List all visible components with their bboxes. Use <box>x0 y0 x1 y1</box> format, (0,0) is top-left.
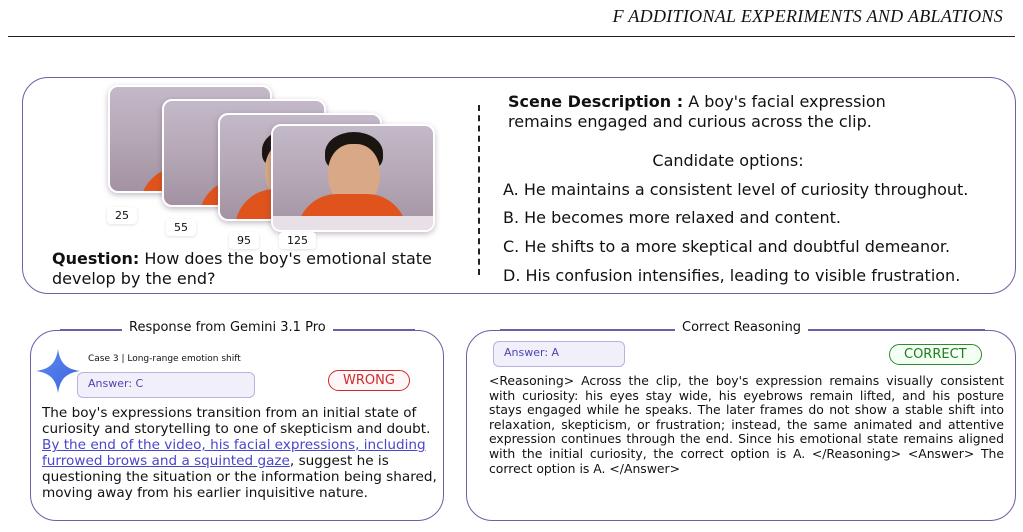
left-body-post: , suggest he is questioning the situation or the information being shared, moving away from his earlier inquisitive nature. <box>42 453 437 501</box>
question-body: How does the boy's emotional state develop by the end? <box>52 249 432 288</box>
gemini-response-text <box>42 405 438 501</box>
left-answer-box: Answer: C <box>77 372 255 398</box>
option-b: B. He becomes more relaxed and content. <box>503 208 841 227</box>
wrong-stamp: WRONG <box>328 370 410 391</box>
sparkle-icon <box>34 347 82 395</box>
video-frame-4 <box>271 124 435 232</box>
case-label: Case 3 | Long-range emotion shift <box>88 354 241 364</box>
correct-reasoning-text: <Reasoning> Across the clip, the boy's expression remains visually consistent with curiosity: his eyes stay wide, his eyebrows remain lifted, and his posture stays engaged while he speaks. The later frames do not show a stable shift into relaxation, skepticism, or frustration; instead, the same animated and attentive expression continues through the end. Since his emotional state remains aligned with the initial curiosity, the correct option is A. </Reasoning> <Answer> The correct option is A. </Answer> <box>489 373 1004 476</box>
frame-tag-55: 55 <box>166 219 196 236</box>
dashed-divider <box>478 105 480 275</box>
left-body-pre: The boy's expressions transition from an initial state of curiosity and storytelling to one of skepticism and doubt. <box>42 405 431 437</box>
option-d: D. His confusion intensifies, leading to visible frustration. <box>503 266 961 285</box>
question-label: Question: <box>52 249 140 268</box>
scene-label: Scene Description : <box>508 92 684 111</box>
option-c: C. He shifts to a more skeptical and doubtful demeanor. <box>503 237 951 256</box>
correct-stamp: CORRECT <box>889 344 982 365</box>
header-rule <box>8 36 1015 37</box>
left-panel-title: Response from Gemini 3.1 Pro <box>122 320 333 335</box>
page-header: F ADDITIONAL EXPERIMENTS AND ABLATIONS <box>612 6 1003 26</box>
scene-description <box>508 92 948 132</box>
left-body-highlight: By the end of the video, his facial expressions, including furrowed brows and a squinted gaze <box>42 437 426 469</box>
candidate-options-title: Candidate options: <box>652 151 804 170</box>
right-answer-box: Answer: A <box>493 341 625 367</box>
question-text <box>52 249 472 289</box>
option-a: A. He maintains a consistent level of curiosity throughout. <box>503 180 969 199</box>
frame-tag-25: 25 <box>107 207 137 224</box>
frame-tag-95: 95 <box>229 232 259 249</box>
scene-body: A boy's facial expression remains engaged and curious across the clip. <box>508 92 886 131</box>
right-panel-title: Correct Reasoning <box>675 320 808 335</box>
frame-tag-125: 125 <box>279 232 316 249</box>
